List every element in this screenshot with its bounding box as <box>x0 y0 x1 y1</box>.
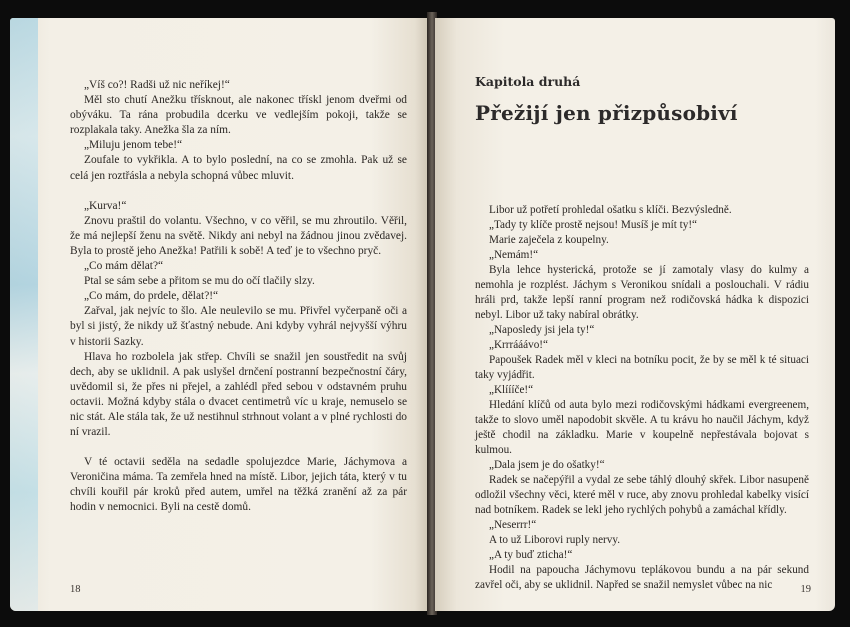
paragraph: „Co mám, do prdele, dělat?!“ <box>84 290 219 303</box>
paragraph: „Neserrr!“ <box>489 519 537 531</box>
left-text-block-2 <box>70 199 407 441</box>
paragraph: Zoufale to vykřikla. A to bylo poslední, na co se zmohla. Pak už se celá jen roztřásla a nebyla schopná vůbec mluvit. <box>70 154 407 182</box>
paragraph: „A ty buď zticha!“ <box>489 549 573 561</box>
paragraph: „Nemám!“ <box>489 249 539 261</box>
paragraph: Hlava ho rozbolela jak střep. Chvíli se snažil jen soustředit na svůj dech, aby se uklidnil. A pak uslyšel drnčení postranní bezpečnostní čáry, uvědomil si, že přes ni přejel, a zahlédl před sebou v odstavném pruhu octavii. Možná kdyby stála o dvacet centimetrů víc u kraje, nemuselo se nic stát. Ale stála tak, že už nestihnul strhnout volant a v plné rychlosti do ní vrazil. <box>70 350 407 439</box>
right-text-block <box>475 203 809 593</box>
paragraph: Radek se načepýřil a vydal ze sebe táhlý dlouhý skřek. Libor nasupeně odložil všechny věci, které měl v ruce, aby znovu prohledal kabelky visící nad botníkem. Radek se lekl jeho rychlých pohybů a zamáchal křídly. <box>475 474 809 516</box>
paragraph: „Kurva!“ <box>84 199 127 212</box>
left-text-block-1 <box>70 78 407 184</box>
page-number: 19 <box>800 584 811 595</box>
paragraph: V té octavii seděla na sedadle spolujezdce Marie, Jáchymova a Veroničina máma. Ta zemřela hned na místě. Libor, jejich táta, který v tu chvíli kouřil pár kroků před autem, umřel na těžká zranění až za pár hodin v nemocnici. Byli na cestě domů. <box>70 456 407 514</box>
paragraph: Marie zaječela z koupelny. <box>489 234 609 246</box>
chapter-title: Přežijí jen přizpůsobiví <box>475 101 738 125</box>
paragraph: „Dala jsem je do ošatky!“ <box>489 459 605 471</box>
left-page <box>10 18 429 611</box>
paragraph: „Miluju jenom tebe!“ <box>84 139 183 152</box>
paragraph: „Naposledy jsi jela ty!“ <box>489 324 595 336</box>
cover-edge <box>10 18 38 611</box>
paragraph: „Víš co?! Radši už nic neříkej!“ <box>84 79 230 91</box>
paragraph: „Co mám dělat?“ <box>84 260 164 273</box>
section-break <box>70 184 407 199</box>
left-text-block-3 <box>70 455 407 515</box>
paragraph: A to už Liborovi ruply nervy. <box>489 534 621 546</box>
chapter-label: Kapitola druhá <box>475 74 581 89</box>
paragraph: Hodil na papoucha Jáchymovu teplákovou bundu a na pár sekund zavřel oči, aby se uklidnil. Napřed se snažil nemyslet vůbec na nic <box>475 564 809 591</box>
paragraph: Byla lehce hysterická, protože se jí zamotaly vlasy do kulmy a nemohla je rozplést. Jáchym s Veronikou snídali a poslouchali. V rádiu hráli prd, takže lepší ranní program než rodičovská hádka k dispozici nebyl. Libor už taky nabíral obrátky. <box>475 264 809 321</box>
paragraph: Měl sto chutí Anežku třísknout, ale nakonec třískl jenom dveřmi od obýváku. Ta rána probudila dcerku ve vedlejším pokoji, takže se rozplakala taky. Anežka šla za ním. <box>70 94 407 137</box>
page-number: 18 <box>70 584 81 595</box>
paragraph: „Krrrááávo!“ <box>489 339 548 351</box>
paragraph: Papoušek Radek měl v kleci na botníku pocit, že by se měl k té situaci taky vyjádřit. <box>475 354 809 381</box>
paragraph: Zařval, jak nejvíc to šlo. Ale neulevilo se mu. Přivřel vyčerpaně oči a byl si jistý, že nikdy už šťastný nebude. Ani kdyby vyhrál nejvyšší výhru v historii Sazky. <box>70 305 407 348</box>
paragraph: „Tady ty klíče prostě nejsou! Musíš je mít ty!“ <box>489 219 698 231</box>
paragraph: Ptal se sám sebe a přitom se mu do očí tlačily slzy. <box>84 275 315 288</box>
section-break <box>70 440 407 455</box>
paragraph: Znovu praštil do volantu. Všechno, v co věřil, se mu zhroutilo. Věřil, že má nejlepší ženu na světě. Nikdy ani nebyl na žádnou jinou zvědavej. Byla to prostě jeho Anežka! Patřili k sobě! A teď je to všechno pryč. <box>70 214 407 257</box>
right-page <box>435 18 835 611</box>
paragraph: Hledání klíčů od auta bylo mezi rodičovskými hádkami evergreenem, takže to slovo uměl napodobit skvěle. A tu krávu ho naučil Jáchym, když ještě chodil na základku. Marie v koupelně nepřestávala bojovat s kulmou. <box>475 399 809 456</box>
paragraph: „Klíííče!“ <box>489 384 534 396</box>
paragraph: Libor už potřetí prohledal ošatku s klíči. Bezvýsledně. <box>489 204 732 216</box>
